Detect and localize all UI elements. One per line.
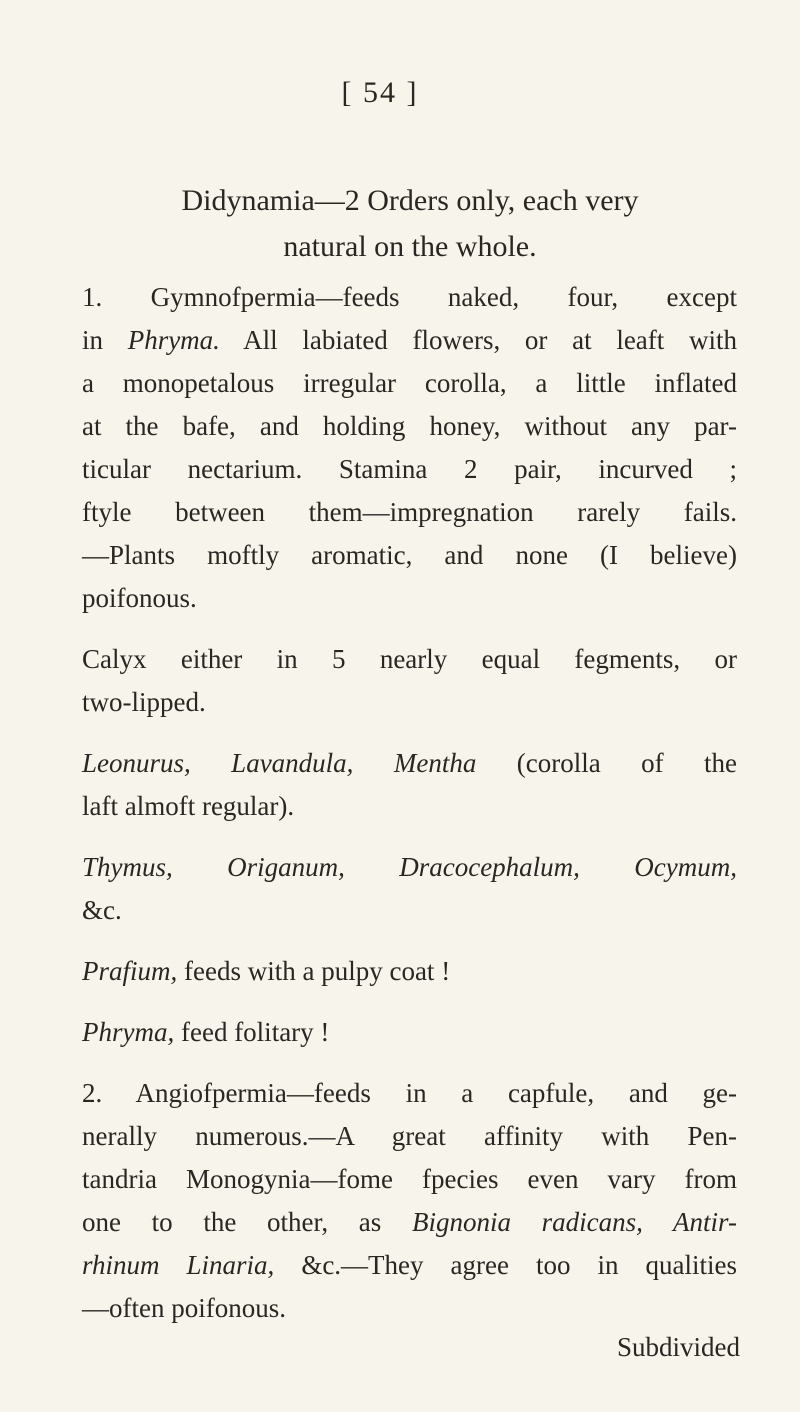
- paragraph-calyx: [82, 638, 737, 724]
- text-line: laft almoft regular).: [82, 791, 295, 821]
- genus-name: Prafium,: [82, 956, 178, 986]
- text-run: in: [82, 325, 128, 355]
- paragraph-thymus: [82, 846, 737, 932]
- paragraph-prasium: [82, 950, 737, 993]
- page-number: [ 54 ]: [341, 76, 419, 109]
- text-line: [82, 1244, 737, 1287]
- text-line: —often poifonous.: [82, 1293, 286, 1323]
- section-heading: [90, 178, 730, 270]
- text-line: at the bafe, and holding honey, without any par-: [82, 411, 737, 441]
- text-run: &c.—They agree too in qualities: [274, 1250, 738, 1280]
- heading-line-2: natural on the whole.: [283, 230, 537, 263]
- text-run: (corolla of the: [476, 748, 737, 778]
- text-run: one to the other, as: [82, 1207, 412, 1237]
- paragraph-gymnospermia: [82, 276, 737, 620]
- text-line: 2. Angiofpermia—feeds in a capfule, and ge-: [82, 1078, 737, 1108]
- genus-name: Phryma.: [127, 325, 220, 355]
- text-line: tandria Monogynia—fome fpecies even vary from: [82, 1164, 737, 1194]
- text-line: [82, 846, 737, 889]
- genus-names: Bignonia radicans, Antir-: [411, 1207, 737, 1237]
- text-line: [82, 742, 737, 785]
- text-line: poifonous.: [82, 583, 197, 613]
- text-line: [82, 1011, 737, 1054]
- text-line: —Plants moftly aromatic, and none (I believe): [82, 540, 737, 570]
- text-line: ftyle between them—impregnation rarely fails.: [82, 497, 737, 527]
- text-line: [82, 950, 737, 993]
- text-run: All labiated flowers, or at leaft with: [219, 325, 737, 355]
- genus-names: rhinum Linaria,: [82, 1250, 275, 1280]
- catchword: Subdivided: [616, 1332, 740, 1362]
- text-line: a monopetalous irregular corolla, a little inflated: [82, 368, 737, 398]
- text-line: nerally numerous.—A great affinity with Pen-: [82, 1121, 737, 1151]
- paragraph-phryma: [82, 1011, 737, 1054]
- genus-name: Phryma,: [82, 1017, 175, 1047]
- heading-line-1: Didynamia—2 Orders only, each very: [181, 184, 639, 217]
- paragraph-leonurus: [82, 742, 737, 828]
- text-line: [82, 1201, 737, 1244]
- text-line: 1. Gymnofpermia—feeds naked, four, except: [82, 282, 737, 312]
- text-line: &c.: [82, 895, 122, 925]
- text-line: Calyx either in 5 nearly equal fegments, or: [82, 644, 737, 674]
- text-run: feeds with a pulpy coat !: [177, 956, 451, 986]
- genus-names: Thymus, Origanum, Dracocephalum, Ocymum,: [82, 852, 737, 882]
- paragraph-angiospermia: [82, 1072, 737, 1330]
- genus-names: Leonurus, Lavandula, Mentha: [82, 748, 477, 778]
- text-line: ticular nectarium. Stamina 2 pair, incurved ;: [82, 454, 737, 484]
- text-line: two-lipped.: [82, 687, 206, 717]
- text-run: feed folitary !: [174, 1017, 330, 1047]
- text-line: [82, 319, 737, 362]
- body-text: [82, 276, 737, 1348]
